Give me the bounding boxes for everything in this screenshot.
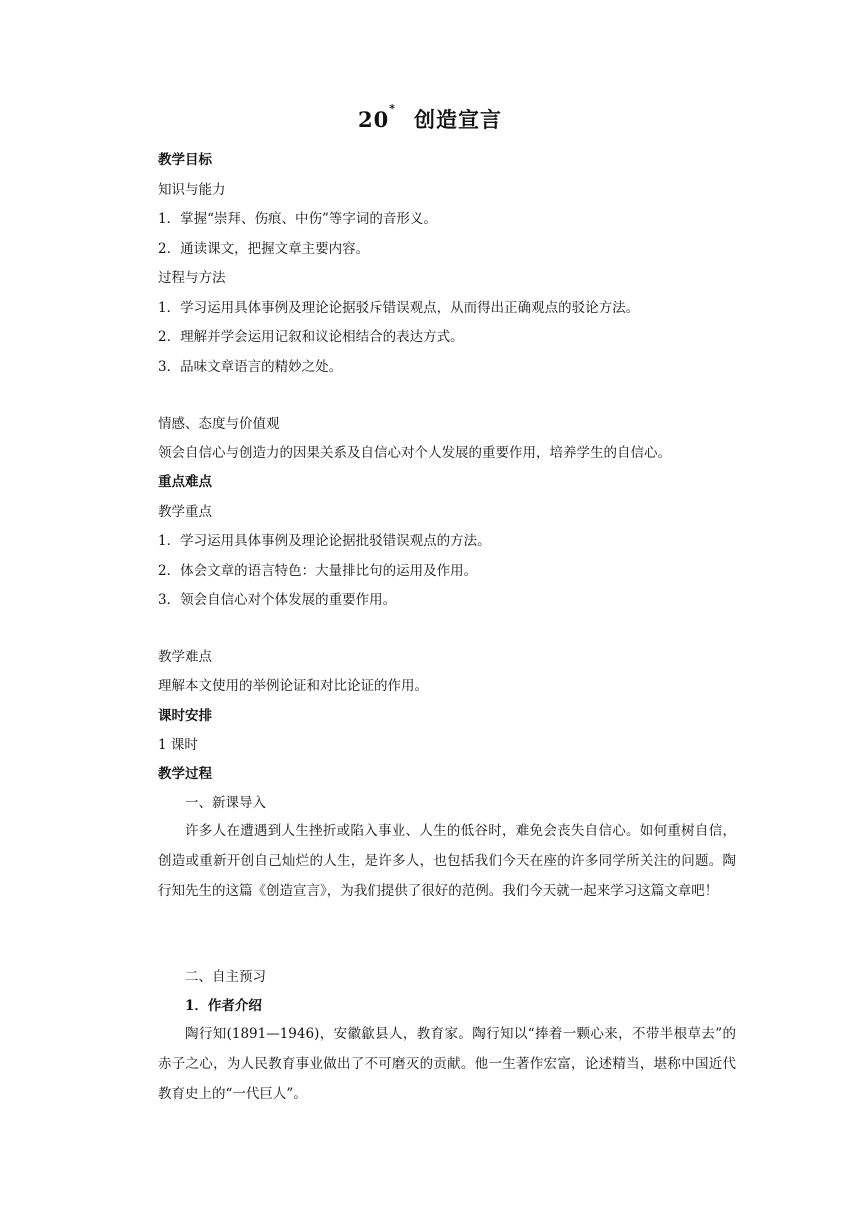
line-k2: 2．通读课文，把握文章主要内容。 xyxy=(158,241,370,257)
lesson-mark: * xyxy=(389,102,396,115)
line-intro-heading: 一、新课导入 xyxy=(185,795,266,811)
line-p3: 3．品味文章语言的精妙之处。 xyxy=(158,359,343,375)
line-p1: 1．学习运用具体事例及理论论据驳斥错误观点，从而得出正确观点的驳论方法。 xyxy=(158,300,640,316)
line-v1: 领会自信心与创造力的因果关系及自信心对个人发展的重要作用，培养学生的自信心。 xyxy=(158,445,671,461)
line-f1: 1．学习运用具体事例及理论论据批驳错误观点的方法。 xyxy=(158,533,491,549)
lesson-number: 20 xyxy=(358,107,390,132)
line-author-heading: 1．作者介绍 xyxy=(185,998,262,1014)
line-values-heading: 情感、态度与价值观 xyxy=(158,416,280,432)
line-objectives-heading: 教学目标 xyxy=(158,152,212,168)
lesson-title-text: 创造宣言 xyxy=(414,107,502,132)
line-s1: 1 课时 xyxy=(158,737,198,753)
line-d1: 理解本文使用的举例论证和对比论证的作用。 xyxy=(158,678,428,694)
line-f3: 3．领会自信心对个体发展的重要作用。 xyxy=(158,592,397,608)
line-schedule-heading: 课时安排 xyxy=(158,708,212,724)
line-knowledge-heading: 知识与能力 xyxy=(158,182,226,198)
line-focus-heading: 教学重点 xyxy=(158,504,212,520)
line-process-main-heading: 教学过程 xyxy=(158,766,212,782)
lesson-title xyxy=(0,104,860,134)
line-keypoints-heading: 重点难点 xyxy=(158,474,212,490)
author-paragraph: 陶行知(1891—1946)，安徽歙县人，教育家。陶行知以“捧着一颗心来，不带半根草去”的赤子之心，为人民教育事业做出了不可磨灭的贡献。他一生著作宏富，论述精当，堪称中国近代教育史上的“一代巨人”。 xyxy=(158,1026,736,1102)
line-process-heading: 过程与方法 xyxy=(158,270,226,286)
line-p2: 2．理解并学会运用记叙和议论相结合的表达方式。 xyxy=(158,329,464,345)
line-preview-heading: 二、自主预习 xyxy=(185,969,266,985)
line-difficulty-heading: 教学难点 xyxy=(158,649,212,665)
line-f2: 2．体会文章的语言特色：大量排比句的运用及作用。 xyxy=(158,563,478,579)
intro-paragraph: 许多人在遭遇到人生挫折或陷入事业、人生的低谷时，难免会丧失自信心。如何重树自信，创造或重新开创自己灿烂的人生，是许多人，也包括我们今天在座的许多同学所关注的问题。陶行知先生的这篇《创造宣言》，为我们提供了很好的范例。我们今天就一起来学习这篇文章吧！ xyxy=(158,823,736,899)
line-k1: 1．掌握“崇拜、伤痕、中伤”等字词的音形义。 xyxy=(158,211,437,227)
